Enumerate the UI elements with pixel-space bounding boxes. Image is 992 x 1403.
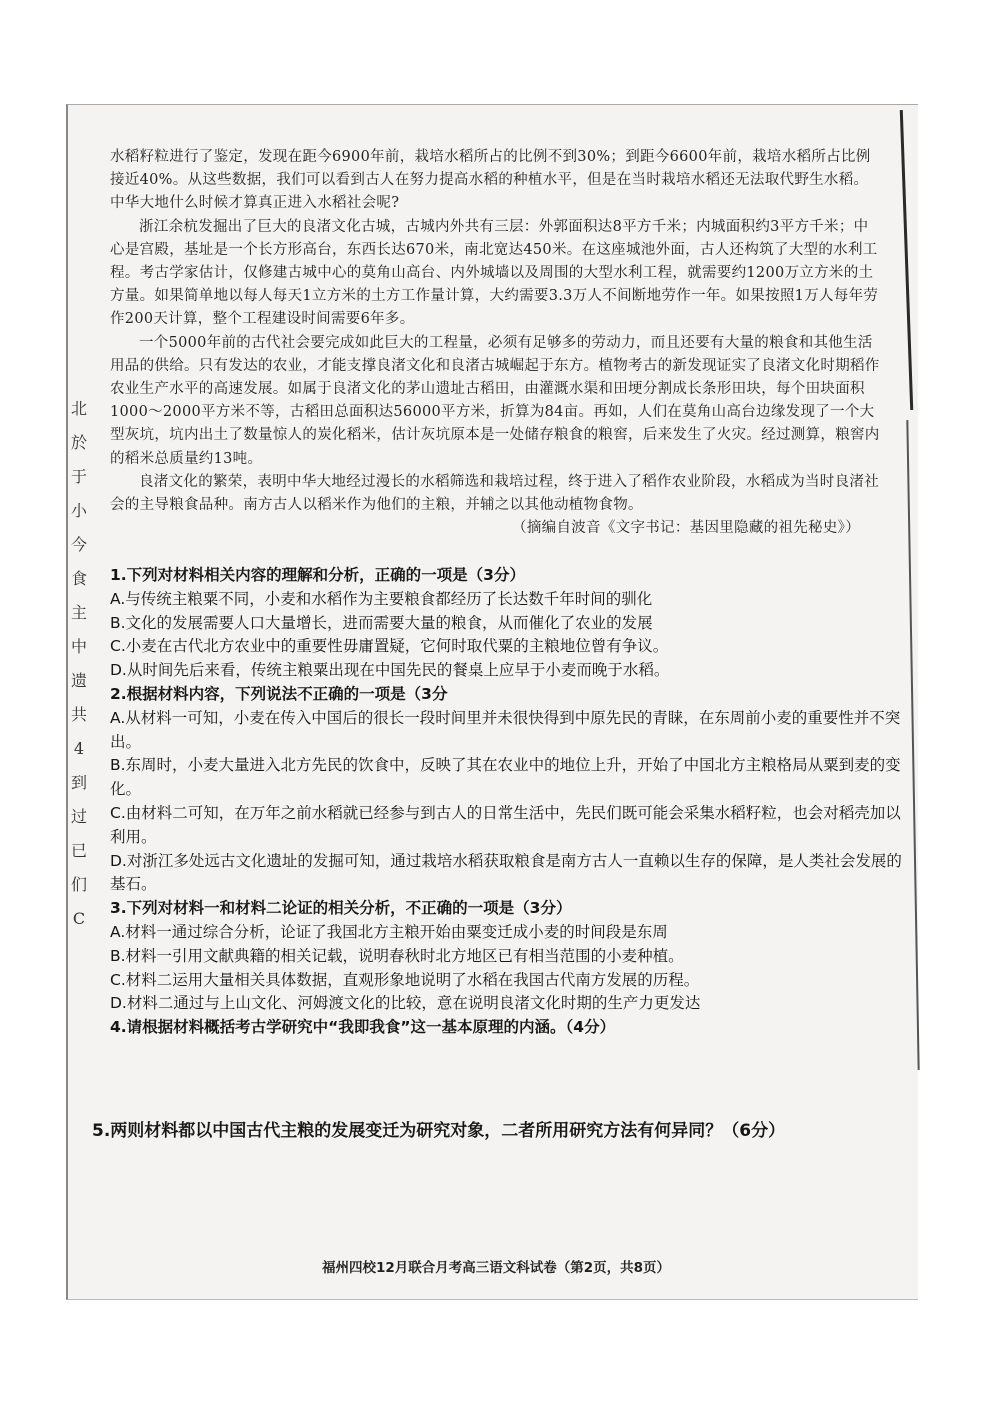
margin-char: 食 (70, 569, 87, 588)
passage-paragraph-2: 浙江余杭发掘出了巨大的良渚文化古城，古城内外共有三层：外郭面积达8平方千米；内城面积约3平方千米；中心是宫殿，基址是一个长方形高台，东西长达670米，南北宽达450米。在这座城池外面，古人还构筑了大型的水利工程。考古学家估计，仅修建古城中心的莫角山高台、内外城墙以及周围的大型水利工程，就需要约1200万立方米的土方量。如果简单地以每人每天1立方米的土方工作量计算，大约需要3.3万人不间断地劳作一年。如果按照1万人每年劳作200天计算，整个工程建设时间需要6年多。 (110, 218, 879, 328)
question-3-option-d: D.材料二通过与上山文化、河姆渡文化的比较，意在说明良渚文化时期的生产力更发达 (110, 994, 701, 1013)
passage-paragraph-1: 水稻籽粒进行了鉴定，发现在距今6900年前，栽培水稻所占的比例不到30%；到距今6600年前，栽培水稻所占比例接近40%。从这些数据，我们可以看到古人在努力提高水稻的种植水平，但是在当时栽培水稻还无法取代野生水稻。中华大地什么时候才算真正进入水稻社会呢? (110, 149, 871, 212)
margin-char: 今 (70, 535, 87, 554)
margin-char: 主 (70, 603, 87, 622)
question-2-option-d: D.对浙江多处远古文化遗址的发掘可知，通过栽培水稻获取粮食是南方古人一直赖以生存的保障，是人类社会发展的基石。 (110, 851, 902, 894)
question-3-stem: 3.下列对材料一和材料二论证的相关分析，不正确的一项是（3分） (110, 899, 572, 918)
margin-char: 北 (70, 399, 87, 418)
margin-char: 们 (70, 875, 87, 894)
left-margin-fragments (66, 392, 92, 936)
passage-paragraph-4: 良渚文化的繁荣，表明中华大地经过漫长的水稻筛选和栽培过程，终于进入了稻作农业阶段，水稻成为当时良渚社会的主导粮食品种。南方古人以稻米作为他们的主粮，并辅之以其他动植物食物。 (110, 473, 879, 514)
question-1-option-d: D.从时间先后来看，传统主粮粟出现在中国先民的餐桌上应早于小麦而晚于水稻。 (110, 661, 670, 680)
page-footer: 福州四校12月联合月考高三语文科试卷（第2页，共8页） (321, 1260, 671, 1276)
question-2-option-b: B.东周时，小麦大量进入北方先民的饮食中，反映了其在农业中的地位上升，开始了中国北方主粮格局从粟到麦的变化。 (110, 756, 901, 799)
margin-char: 已 (70, 841, 87, 860)
question-list (110, 564, 910, 1040)
margin-char: 中 (70, 637, 87, 656)
question-1-option-b: B.文化的发展需要人口大量增长，进而需要大量的粮食，从而催化了农业的发展 (110, 613, 653, 632)
question-3-option-c: C.材料二运用大量相关具体数据，直观形象地说明了水稻在我国古代南方发展的历程。 (110, 970, 700, 989)
margin-char: 4 (73, 739, 85, 758)
margin-char: 於 (70, 433, 87, 452)
question-3-option-a: A.材料一通过综合分析，论证了我国北方主粮开始由粟变迁成小麦的时间段是东周 (110, 922, 668, 941)
question-1-option-c: C.小麦在古代北方农业中的重要性毋庸置疑，它何时取代粟的主粮地位曾有争议。 (110, 637, 669, 656)
question-4-stem: 4.请根据材料概括考古学研究中“我即我食”这一基本原理的内涵。（4分） (110, 1018, 616, 1037)
question-5-stem: 5.两则材料都以中国古代主粮的发展变迁为研究对象，二者所用研究方法有何异同？（6分） (92, 1121, 786, 1141)
margin-char: 于 (70, 467, 87, 486)
question-2-option-a: A.从材料一可知，小麦在传入中国后的很长一段时间里并未很快得到中原先民的青睐，在东周前小麦的重要性并不突出。 (110, 708, 901, 751)
question-2-option-c: C.由材料二可知，在万年之前水稻就已经参与到古人的日常生活中，先民们既可能会采集水稻籽粒，也会对稻壳加以利用。 (110, 803, 901, 846)
margin-char: C (72, 909, 86, 928)
question-3-option-b: B.材料一引用文献典籍的相关记载，说明春秋时北方地区已有相当范围的小麦种植。 (110, 946, 684, 965)
passage-source: （摘编自波音《文字书记：基因里隐藏的祖先秘史》） (512, 520, 860, 537)
margin-char: 遗 (70, 671, 87, 690)
margin-char: 共 (70, 705, 87, 724)
margin-char: 到 (70, 773, 87, 792)
question-2-stem: 2.根据材料内容，下列说法不正确的一项是（3分 (110, 684, 448, 703)
passage-paragraph-3: 一个5000年前的古代社会要完成如此巨大的工程量，必须有足够多的劳动力，而且还要有大量的粮食和其他生活用品的供给。只有发达的农业，才能支撑良渚文化和良渚古城崛起于东方。植物考古的新发现证实了良渚文化时期稻作农业生产水平的高速发展。如属于良渚文化的茅山遗址古稻田，由灌溉水渠和田埂分割成长条形田块，每个田块面积1000～2000平方米不等，古稻田总面积达56000平方米，折算为84亩。再如，人们在莫角山高台边缘发现了一个大型灰坑，坑内出土了数量惊人的炭化稻米，估计灰坑原本是一处储存粮食的粮窖，后来发生了火灾。经过测算，粮窖内的稻米总质量约13吨。 (110, 334, 880, 467)
reading-passage (110, 146, 880, 540)
question-1-stem: 1.下列对材料相关内容的理解和分析，正确的一项是（3分） (110, 566, 525, 584)
margin-char: 小 (70, 501, 87, 520)
margin-char: 过 (70, 807, 87, 826)
question-1-option-a: A.与传统主粮粟不同，小麦和水稻作为主要粮食都经历了长达数千年时间的驯化 (110, 589, 653, 608)
